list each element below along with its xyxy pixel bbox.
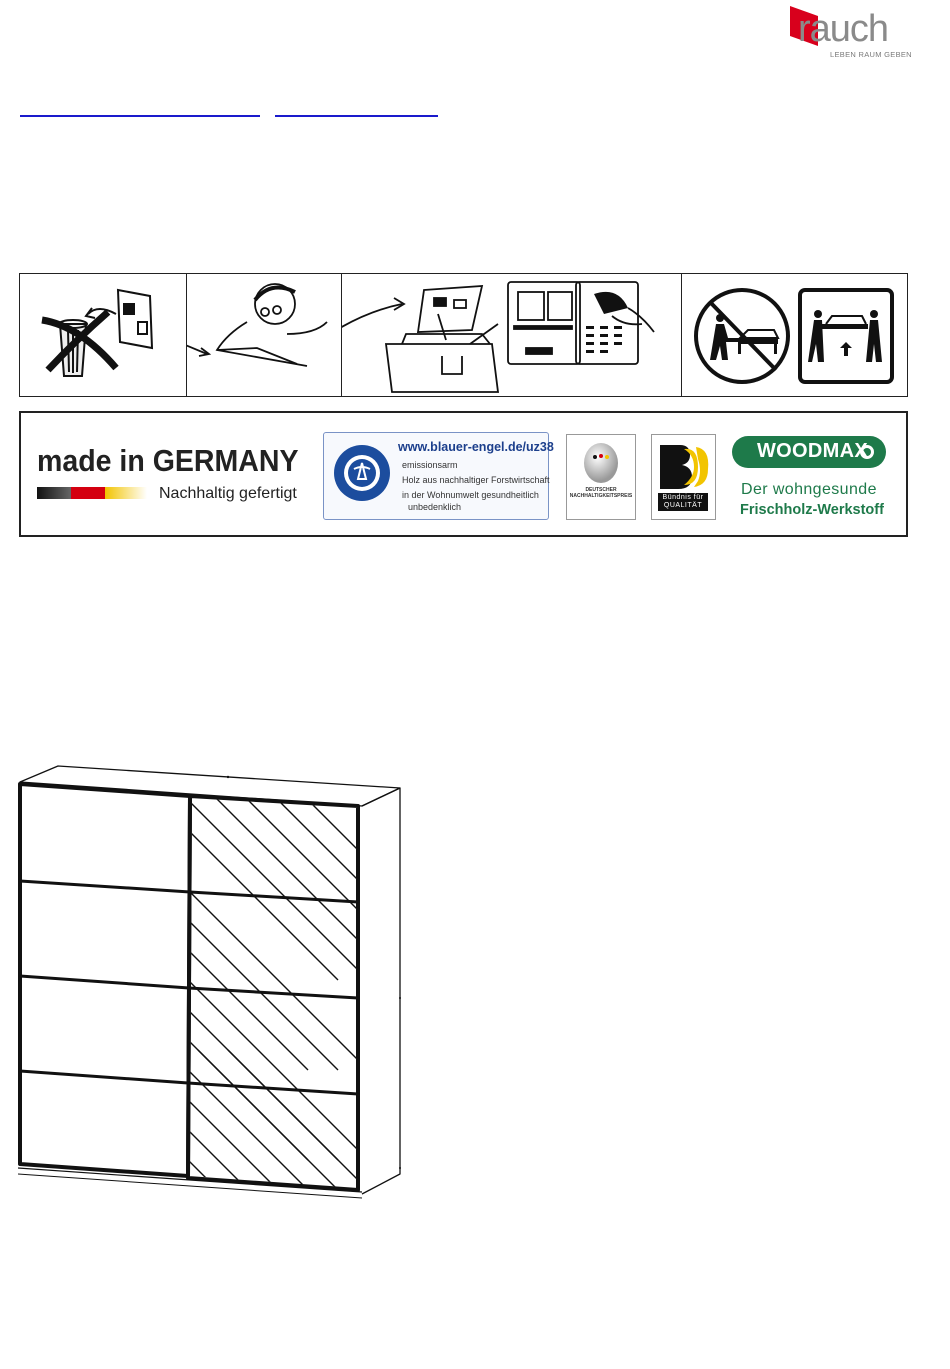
logo-tagline: LEBEN RAUM GEBEN — [830, 50, 912, 59]
flag-stripe-gold — [105, 487, 147, 499]
blauer-engel-url: www.blauer-engel.de/uz38 — [398, 440, 554, 454]
woodmax-badge — [731, 435, 887, 469]
instruction-pictograms — [19, 273, 908, 397]
pictogram-store-instructions — [342, 274, 682, 396]
wardrobe-illustration — [18, 760, 408, 1200]
bq-label: Bündnis für QUALITÄT — [658, 493, 708, 511]
rauch-logo — [786, 2, 916, 62]
flag-stripe-red — [71, 487, 105, 499]
woodmax-name: WOODMAX — [757, 440, 868, 462]
woodmax-line-2: Frischholz-Werkstoff — [740, 502, 884, 518]
nachhaltigkeitspreis-badge — [566, 434, 636, 520]
blauer-engel-item: in der Wohnumwelt gesundheitlich — [402, 490, 539, 500]
logo-wordmark: rauch — [798, 8, 889, 50]
blauer-engel-seal-icon — [332, 439, 392, 511]
bq-logo-icon — [658, 441, 710, 491]
blauer-engel-badge — [323, 432, 554, 520]
woodmax-line-1: Der wohngesunde — [741, 481, 877, 498]
flag-stripe-black — [37, 487, 71, 499]
blauer-engel-item: Holz aus nachhaltiger Forstwirtschaft — [402, 475, 550, 485]
blauer-engel-item: emissionsarm — [402, 460, 458, 470]
award-icon — [581, 441, 621, 485]
hyperlink-1[interactable] — [20, 115, 260, 117]
pictogram-carry-dont-push — [682, 274, 907, 396]
made-in-germany-title: made in GERMANY — [37, 443, 299, 478]
nachhaltigkeitspreis-label: DEUTSCHER NACHHALTIGKEITSPREIS — [569, 487, 633, 499]
certification-strip — [19, 411, 908, 537]
bq-quality-badge — [651, 434, 716, 520]
hyperlink-2[interactable] — [275, 115, 438, 117]
pictogram-read-instructions — [187, 274, 342, 396]
made-in-germany-subtitle: Nachhaltig gefertigt — [159, 485, 297, 502]
pictogram-dont-discard-instructions — [20, 274, 187, 396]
blauer-engel-item: unbedenklich — [408, 502, 462, 512]
